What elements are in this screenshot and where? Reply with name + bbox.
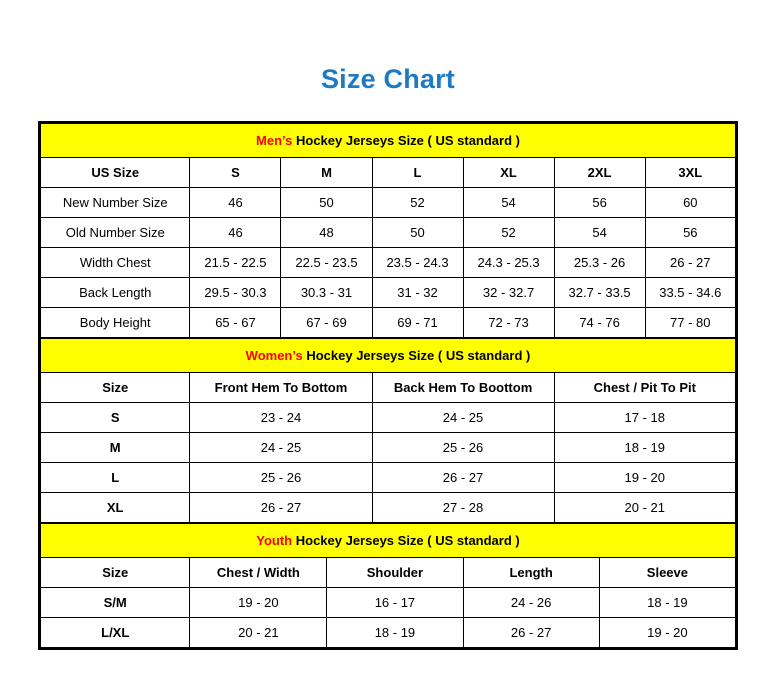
youth-cell: 18 - 19 bbox=[599, 588, 735, 618]
womens-row-label: S bbox=[41, 403, 190, 433]
mens-row-label: Body Height bbox=[41, 308, 190, 338]
table-row bbox=[41, 493, 736, 523]
mens-col-header: M bbox=[281, 158, 372, 188]
mens-cell: 23.5 - 24.3 bbox=[372, 248, 463, 278]
mens-col-header: XL bbox=[463, 158, 554, 188]
womens-cell: 18 - 19 bbox=[554, 433, 735, 463]
mens-col-header: 3XL bbox=[645, 158, 735, 188]
table-banner-row bbox=[41, 339, 736, 373]
youth-cell: 16 - 17 bbox=[327, 588, 463, 618]
youth-col-header: Sleeve bbox=[599, 558, 735, 588]
womens-row-label: M bbox=[41, 433, 190, 463]
youth-col-header: Size bbox=[41, 558, 190, 588]
mens-col-header: 2XL bbox=[554, 158, 645, 188]
mens-row-label: Old Number Size bbox=[41, 218, 190, 248]
youth-col-header: Shoulder bbox=[327, 558, 463, 588]
youth-cell: 20 - 21 bbox=[190, 618, 327, 648]
womens-cell: 23 - 24 bbox=[190, 403, 372, 433]
youth-cell: 19 - 20 bbox=[599, 618, 735, 648]
table-row bbox=[41, 618, 736, 648]
table-row bbox=[41, 433, 736, 463]
table-banner-row bbox=[41, 124, 736, 158]
womens-cell: 26 - 27 bbox=[190, 493, 372, 523]
mens-col-header: S bbox=[190, 158, 281, 188]
page-title: Size Chart bbox=[320, 64, 456, 94]
mens-cell: 32.7 - 33.5 bbox=[554, 278, 645, 308]
womens-row-label: L bbox=[41, 463, 190, 493]
mens-row-label: New Number Size bbox=[41, 188, 190, 218]
mens-cell: 77 - 80 bbox=[645, 308, 735, 338]
mens-cell: 54 bbox=[463, 188, 554, 218]
womens-col-header: Back Hem To Boottom bbox=[372, 373, 554, 403]
youth-banner bbox=[41, 524, 736, 558]
mens-cell: 52 bbox=[372, 188, 463, 218]
mens-size-table bbox=[40, 123, 736, 338]
mens-cell: 67 - 69 bbox=[281, 308, 372, 338]
table-row bbox=[41, 278, 736, 308]
womens-row-label: XL bbox=[41, 493, 190, 523]
mens-col-header: US Size bbox=[41, 158, 190, 188]
womens-cell: 24 - 25 bbox=[372, 403, 554, 433]
womens-cell: 20 - 21 bbox=[554, 493, 735, 523]
womens-col-header: Size bbox=[41, 373, 190, 403]
mens-cell: 50 bbox=[372, 218, 463, 248]
mens-cell: 32 - 32.7 bbox=[463, 278, 554, 308]
mens-cell: 46 bbox=[190, 218, 281, 248]
womens-cell: 25 - 26 bbox=[372, 433, 554, 463]
mens-cell: 74 - 76 bbox=[554, 308, 645, 338]
mens-cell: 54 bbox=[554, 218, 645, 248]
youth-cell: 26 - 27 bbox=[463, 618, 599, 648]
womens-cell: 25 - 26 bbox=[190, 463, 372, 493]
mens-cell: 56 bbox=[645, 218, 735, 248]
mens-cell: 60 bbox=[645, 188, 735, 218]
mens-cell: 24.3 - 25.3 bbox=[463, 248, 554, 278]
table-row bbox=[41, 403, 736, 433]
mens-cell: 31 - 32 bbox=[372, 278, 463, 308]
table-row bbox=[41, 158, 736, 188]
mens-cell: 50 bbox=[281, 188, 372, 218]
mens-row-label: Back Length bbox=[41, 278, 190, 308]
table-row bbox=[41, 218, 736, 248]
mens-cell: 26 - 27 bbox=[645, 248, 735, 278]
table-row bbox=[41, 558, 736, 588]
womens-banner-accent: Women’s bbox=[245, 348, 303, 363]
mens-cell: 30.3 - 31 bbox=[281, 278, 372, 308]
mens-banner bbox=[41, 124, 736, 158]
table-row bbox=[41, 188, 736, 218]
youth-col-header: Chest / Width bbox=[190, 558, 327, 588]
womens-col-header: Chest / Pit To Pit bbox=[554, 373, 735, 403]
womens-cell: 19 - 20 bbox=[554, 463, 735, 493]
table-row bbox=[41, 248, 736, 278]
womens-banner bbox=[41, 339, 736, 373]
youth-row-label: L/XL bbox=[41, 618, 190, 648]
mens-row-label: Width Chest bbox=[41, 248, 190, 278]
mens-cell: 21.5 - 22.5 bbox=[190, 248, 281, 278]
mens-cell: 56 bbox=[554, 188, 645, 218]
mens-cell: 33.5 - 34.6 bbox=[645, 278, 735, 308]
womens-size-table bbox=[40, 338, 736, 523]
table-row bbox=[41, 308, 736, 338]
womens-cell: 24 - 25 bbox=[190, 433, 372, 463]
table-row bbox=[41, 463, 736, 493]
youth-cell: 24 - 26 bbox=[463, 588, 599, 618]
womens-banner-rest: Hockey Jerseys Size ( US standard ) bbox=[302, 348, 531, 363]
mens-banner-rest: Hockey Jerseys Size ( US standard ) bbox=[292, 133, 520, 148]
size-chart-container bbox=[38, 121, 738, 650]
youth-row-label: S/M bbox=[41, 588, 190, 618]
youth-banner-rest: Hockey Jerseys Size ( US standard ) bbox=[292, 533, 520, 548]
womens-cell: 17 - 18 bbox=[554, 403, 735, 433]
table-row bbox=[41, 588, 736, 618]
youth-cell: 18 - 19 bbox=[327, 618, 463, 648]
mens-banner-accent: Men’s bbox=[256, 133, 293, 148]
mens-cell: 25.3 - 26 bbox=[554, 248, 645, 278]
womens-cell: 26 - 27 bbox=[372, 463, 554, 493]
youth-banner-accent: Youth bbox=[256, 533, 293, 548]
mens-cell: 46 bbox=[190, 188, 281, 218]
youth-cell: 19 - 20 bbox=[190, 588, 327, 618]
mens-cell: 69 - 71 bbox=[372, 308, 463, 338]
table-banner-row bbox=[41, 524, 736, 558]
mens-col-header: L bbox=[372, 158, 463, 188]
mens-cell: 65 - 67 bbox=[190, 308, 281, 338]
table-row bbox=[41, 373, 736, 403]
womens-col-header: Front Hem To Bottom bbox=[190, 373, 372, 403]
mens-cell: 72 - 73 bbox=[463, 308, 554, 338]
mens-cell: 29.5 - 30.3 bbox=[190, 278, 281, 308]
womens-cell: 27 - 28 bbox=[372, 493, 554, 523]
mens-cell: 22.5 - 23.5 bbox=[281, 248, 372, 278]
mens-cell: 48 bbox=[281, 218, 372, 248]
youth-size-table bbox=[40, 523, 736, 648]
mens-cell: 52 bbox=[463, 218, 554, 248]
youth-col-header: Length bbox=[463, 558, 599, 588]
